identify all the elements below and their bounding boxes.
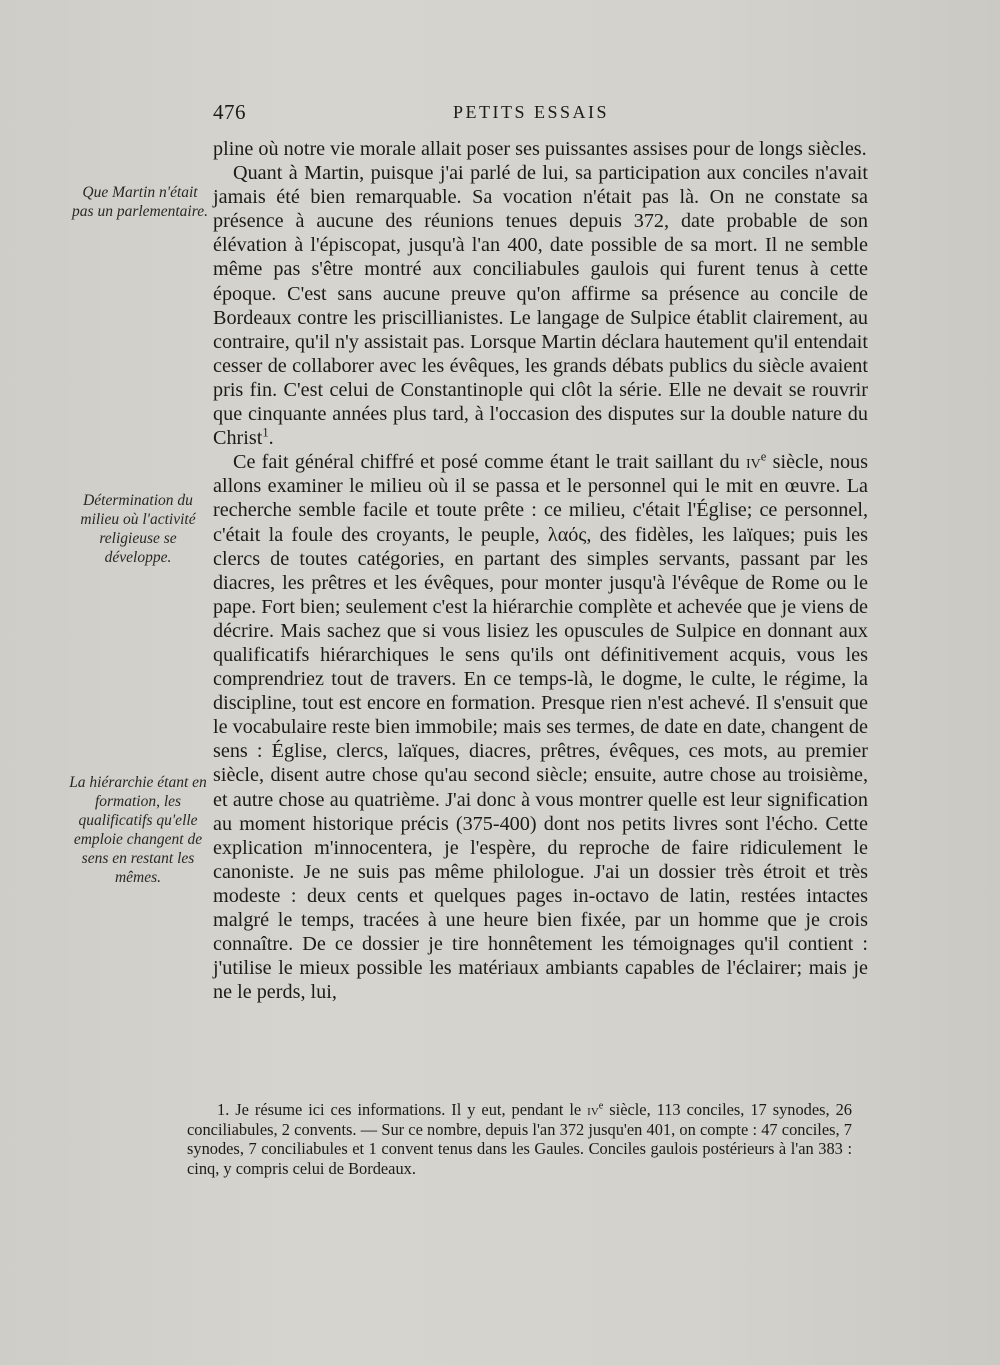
footnote-century-suffix: e bbox=[598, 1100, 604, 1112]
margin-note-martin: Que Martin n'était pas un parlementaire. bbox=[72, 184, 208, 220]
footnote-1 bbox=[187, 1100, 852, 1178]
running-title: PETITS ESSAIS bbox=[453, 102, 610, 122]
footnotes bbox=[187, 1100, 852, 1178]
margin-note-milieu: Détermination du milieu où l'activité religieuse se développe. bbox=[80, 492, 196, 566]
main-text bbox=[213, 137, 868, 1004]
paragraph-2-end: . bbox=[268, 427, 274, 450]
page-number: 476 bbox=[213, 100, 246, 124]
century-numeral: iv bbox=[746, 451, 761, 474]
paragraph-2 bbox=[213, 161, 868, 450]
paragraph-3-rest: siècle, nous allons examiner le milieu où il se passa et le personnel qui le mit en œuvre. La recherche semble facile et toute prête : ce milieu, c'était l'Église; ce personnel, c'était la foule des croyants, le peuple, λαός, des fidèles, les laïques; puis les clercs de toutes catégories, en partant des simples servants, passant par les diacres, les prêtres et les évêques, pour monter jusqu'à l'évêque de Rome ou le pape. Fort bien; seulement c'est la hiérarchie complète et achevée que je viens de décrire. Mais sachez que si vous lisiez les opuscules de Sulpice en donnant aux qualificatifs hiérarchiques le sens qu'ils ont définitivement acquis, vous les comprendriez tout de travers. En ce temps-là, le dogme, le culte, le régime, la discipline, tout est encore en formation. Presque rien n'est achevé. Il s'ensuit que le vocabulaire reste bien immobile; mais ses termes, de date en date, changent de sens : Église, clercs, laïques, diacres, prêtres, évêques, ces mots, au premier siècle, disent autre chose qu'au second siècle; ensuite, autre chose au troisième, et autre chose au quatrième. J'ai donc à vous montrer quelle est leur signification au moment historique précis (375-400) dont nos petits livres sont l'écho. Cette explication m'innocentera, je l'espère, du reproche de faire ridiculement le canoniste. Je ne suis pas même philologue. J'ai un dossier très étroit et très modeste : deux cents et quelques pages in-octavo de latin, restées intactes malgré le temps, tracées à une heure bien fixée, par un homme que je crois connaître. De ce dossier je tire honnêtement les témoignages qu'il contient : j'utilise le mieux possible les matériaux ambiants capables de l'éclairer; mais je ne le perds, lui, bbox=[213, 451, 868, 1004]
footnote-reference: 1 bbox=[262, 425, 269, 440]
footnote-century: iv bbox=[587, 1100, 599, 1119]
paragraph-3 bbox=[213, 450, 868, 1004]
page-header bbox=[213, 100, 868, 128]
paragraph-2-text: Quant à Martin, puisque j'ai parlé de lui, sa participation aux conciles n'avait jamais été bien remarquable. Sa vocation n'était pas là. On ne constate sa présence à aucune des réunions tenues depuis 372, date probable de son élévation à l'épiscopat, jusqu'à l'an 400, date possible de sa mort. Il ne semble même pas s'être montré aux conciliabules gaulois qui furent tenus à cette époque. C'est sans aucune preuve qu'on affirme sa présence au concile de Bordeaux contre les priscillianistes. Le langage de Sulpice établit clairement, au contraire, qu'il n'y assistait pas. Lorsque Martin déclara hautement qu'il entendait cesser de collaborer avec les évêques, les grands débats publics du siècle avaient pris fin. C'est celui de Constantinople qui clôt la série. Elle ne devait se rouvrir que cinquante années plus tard, à l'occasion des disputes sur la double nature du Christ bbox=[213, 162, 868, 450]
century-suffix: e bbox=[760, 449, 767, 464]
margin-note-hierarchie: La hiérarchie étant en formation, les qualificatifs qu'elle emploie changent de sens en restant les mêmes. bbox=[69, 774, 207, 886]
paragraph-3-start: Ce fait général chiffré et posé comme étant le trait saillant du bbox=[233, 451, 746, 474]
footnote-text-a: Je résume ici ces informations. Il y eut, pendant le bbox=[229, 1100, 588, 1119]
footnote-text-b: siècle, 113 conciles, 17 synodes, 26 conciliabules, 2 convents. — Sur ce nombre, depuis l'an 372 jusqu'en 401, on compte : 47 conciles, 7 synodes, 7 conciliabules et 1 convent tenus dans les Gaules. Conciles gaulois postérieurs à l'an 383 : cinq, y compris celui de Bordeaux. bbox=[187, 1100, 852, 1178]
footnote-marker: 1. bbox=[217, 1100, 230, 1119]
paragraph-1: pline où notre vie morale allait poser ses puissantes assises pour de longs siècles. bbox=[213, 138, 867, 160]
